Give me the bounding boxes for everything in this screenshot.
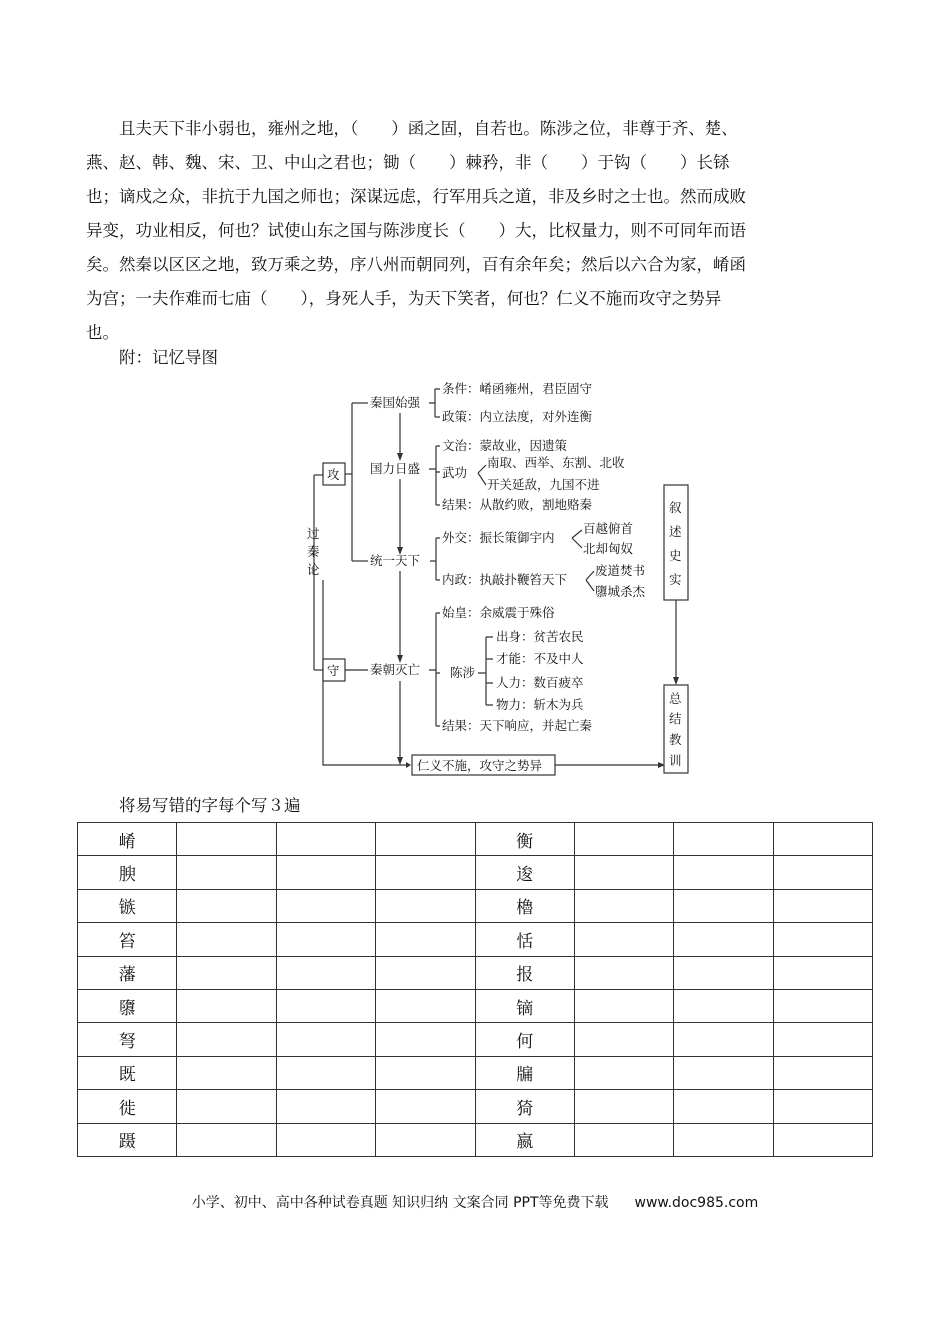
writing-cell[interactable]	[276, 1090, 375, 1123]
node-chushen: 出身：贫苦农民	[496, 629, 584, 644]
writing-cell[interactable]	[376, 856, 475, 889]
writing-cell[interactable]	[376, 823, 475, 856]
writing-cell[interactable]	[376, 956, 475, 989]
node-conclusion: 仁义不施，攻守之势异	[417, 758, 543, 773]
practice-char: 弩	[78, 1023, 177, 1056]
classical-passage	[86, 112, 876, 350]
practice-char: 逡	[475, 856, 574, 889]
writing-cell[interactable]	[674, 1123, 773, 1156]
writing-cell[interactable]	[773, 823, 872, 856]
practice-table	[77, 822, 873, 1157]
passage-line: 且夫天下非小弱也，雍州之地，（ ）函之固，自若也。陈涉之位，非尊于齐、楚、	[119, 119, 738, 138]
passage-line: 为宫；一夫作难而七庙（ ），身死人手，为天下笑者，何也？仁义不施而攻守之势异	[86, 289, 722, 308]
table-row	[78, 1023, 873, 1056]
svg-text:结: 结	[669, 711, 682, 726]
svg-text:论: 论	[307, 562, 320, 577]
node-wugong-1: 南取、西举、东割、北收	[487, 455, 625, 470]
writing-cell[interactable]	[773, 1056, 872, 1089]
node-caineng: 才能：不及中人	[496, 651, 584, 666]
writing-cell[interactable]	[574, 989, 673, 1022]
writing-cell[interactable]	[574, 1090, 673, 1123]
practice-char: 恬	[475, 923, 574, 956]
writing-cell[interactable]	[276, 923, 375, 956]
writing-cell[interactable]	[674, 1023, 773, 1056]
writing-cell[interactable]	[276, 1056, 375, 1089]
practice-char: 既	[78, 1056, 177, 1089]
svg-text:史: 史	[669, 548, 682, 563]
writing-cell[interactable]	[177, 989, 276, 1022]
writing-cell[interactable]	[276, 889, 375, 922]
node-jieguo-1: 结果：从散约败，割地赂秦	[442, 497, 593, 512]
table-row	[78, 1090, 873, 1123]
node-waijiao: 外交：振长策御宇内	[442, 530, 555, 545]
svg-text:实: 实	[669, 572, 682, 587]
writing-cell[interactable]	[177, 1123, 276, 1156]
writing-cell[interactable]	[376, 923, 475, 956]
practice-char: 何	[475, 1023, 574, 1056]
footer-text: 小学、初中、高中各种试卷真题 知识归纳 文案合同 PPT等免费下载	[191, 1195, 609, 1211]
practice-char: 镝	[475, 989, 574, 1022]
table-row	[78, 989, 873, 1022]
writing-cell[interactable]	[177, 1023, 276, 1056]
svg-text:叙: 叙	[669, 500, 682, 515]
gong-label: 攻	[327, 467, 340, 482]
passage-line: 异变，功业相反，何也？试使山东之国与陈涉度长（ ）大，比权量力，则不可同年而语	[86, 221, 746, 240]
node-wugong-2: 开关延敌，九国不进	[487, 477, 600, 492]
practice-char: 櫓	[475, 889, 574, 922]
practice-char: 徙	[78, 1090, 177, 1123]
footer	[0, 1192, 950, 1212]
node-guoli: 国力日盛	[370, 461, 421, 476]
svg-text:秦: 秦	[307, 544, 320, 559]
writing-cell[interactable]	[276, 823, 375, 856]
writing-cell[interactable]	[177, 856, 276, 889]
writing-cell[interactable]	[674, 856, 773, 889]
shou-label: 守	[327, 663, 340, 678]
writing-cell[interactable]	[177, 956, 276, 989]
writing-cell[interactable]	[177, 923, 276, 956]
writing-cell[interactable]	[674, 1056, 773, 1089]
writing-cell[interactable]	[276, 1023, 375, 1056]
writing-cell[interactable]	[674, 989, 773, 1022]
writing-cell[interactable]	[773, 856, 872, 889]
table-row	[78, 1123, 873, 1156]
writing-cell[interactable]	[574, 956, 673, 989]
passage-line: 矣。然秦以区区之地，致万乘之势，序八州而朝同列，百有余年矣；然后以六合为家，崤函	[86, 255, 746, 274]
table-row	[78, 856, 873, 889]
writing-cell[interactable]	[773, 1023, 872, 1056]
node-qin-shiqiang: 秦国始强	[370, 395, 421, 410]
writing-cell[interactable]	[376, 1023, 475, 1056]
node-renli: 人力：数百疲卒	[496, 675, 584, 690]
practice-char: 猗	[475, 1090, 574, 1123]
writing-cell[interactable]	[674, 889, 773, 922]
table-row	[78, 1056, 873, 1089]
writing-cell[interactable]	[276, 989, 375, 1022]
footer-url[interactable]: www.doc985.com	[634, 1195, 759, 1211]
writing-cell[interactable]	[177, 889, 276, 922]
node-jieguo-2: 结果：天下响应，并起亡秦	[442, 718, 593, 733]
practice-char: 隳	[78, 989, 177, 1022]
table-row	[78, 923, 873, 956]
writing-cell[interactable]	[574, 889, 673, 922]
writing-cell[interactable]	[376, 1123, 475, 1156]
practice-char: 笞	[78, 923, 177, 956]
appendix-label: 附：记忆导图	[119, 348, 218, 367]
writing-cell[interactable]	[376, 1056, 475, 1089]
node-wenzhi: 文治：蒙故业，因遗策	[442, 438, 568, 453]
memory-mind-map	[290, 375, 700, 780]
table-row	[78, 823, 873, 856]
node-wugong: 武功	[442, 465, 468, 480]
passage-line: 燕、赵、韩、魏、宋、卫、中山之君也；锄（ ）棘矜，非（ ）于钩（ ）长铩	[86, 153, 730, 172]
passage-line: 也；谪戍之众，非抗于九国之师也；深谋远虑，行军用兵之道，非及乡时之士也。然而成败	[86, 187, 746, 206]
svg-text:教: 教	[669, 732, 682, 747]
table-row	[78, 889, 873, 922]
node-shihuang: 始皇：余威震于殊俗	[442, 605, 555, 620]
writing-cell[interactable]	[574, 1023, 673, 1056]
writing-cell[interactable]	[276, 956, 375, 989]
practice-char: 嬴	[475, 1123, 574, 1156]
writing-cell[interactable]	[773, 1123, 872, 1156]
practice-label: 将易写错的字每个写３遍	[119, 796, 301, 815]
writing-cell[interactable]	[177, 1056, 276, 1089]
writing-cell[interactable]	[773, 923, 872, 956]
node-tiaojian: 条件：崤函雍州，君臣固守	[442, 381, 593, 396]
writing-cell[interactable]	[574, 923, 673, 956]
writing-cell[interactable]	[574, 856, 673, 889]
node-waijiao-1: 百越俯首	[583, 521, 634, 536]
svg-text:述: 述	[669, 524, 682, 539]
node-tongyi: 统一天下	[370, 553, 421, 568]
node-chenshe: 陈涉	[450, 665, 476, 680]
writing-cell[interactable]	[574, 823, 673, 856]
node-wuli: 物力：斩木为兵	[496, 697, 584, 712]
practice-char: 牖	[475, 1056, 574, 1089]
practice-char: 藩	[78, 956, 177, 989]
practice-char: 腴	[78, 856, 177, 889]
writing-cell[interactable]	[276, 856, 375, 889]
practice-char: 衡	[475, 823, 574, 856]
writing-cell[interactable]	[674, 1090, 773, 1123]
writing-cell[interactable]	[674, 956, 773, 989]
practice-char: 报	[475, 956, 574, 989]
table-row	[78, 956, 873, 989]
practice-char: 崤	[78, 823, 177, 856]
node-miewang: 秦朝灭亡	[370, 662, 421, 677]
node-neizheng: 内政：执敲扑鞭笞天下	[442, 572, 568, 587]
writing-cell[interactable]	[674, 823, 773, 856]
root-char: 过	[307, 526, 320, 541]
writing-cell[interactable]	[674, 923, 773, 956]
node-neizheng-2: 隳城杀杰	[595, 584, 646, 599]
writing-cell[interactable]	[574, 1123, 673, 1156]
writing-cell[interactable]	[376, 989, 475, 1022]
writing-cell[interactable]	[773, 1090, 872, 1123]
svg-text:总: 总	[669, 691, 682, 706]
writing-cell[interactable]	[376, 889, 475, 922]
practice-char: 蹑	[78, 1123, 177, 1156]
passage-line: 也。	[86, 323, 119, 342]
node-zhengce: 政策：内立法度，对外连衡	[442, 409, 593, 424]
node-neizheng-1: 废道焚书	[595, 563, 646, 578]
writing-cell[interactable]	[773, 889, 872, 922]
writing-cell[interactable]	[276, 1123, 375, 1156]
writing-cell[interactable]	[177, 823, 276, 856]
practice-char: 镞	[78, 889, 177, 922]
writing-cell[interactable]	[376, 1090, 475, 1123]
svg-text:训: 训	[669, 753, 682, 768]
writing-cell[interactable]	[177, 1090, 276, 1123]
node-waijiao-2: 北却匈奴	[583, 541, 634, 556]
writing-cell[interactable]	[773, 989, 872, 1022]
writing-cell[interactable]	[773, 956, 872, 989]
writing-cell[interactable]	[574, 1056, 673, 1089]
